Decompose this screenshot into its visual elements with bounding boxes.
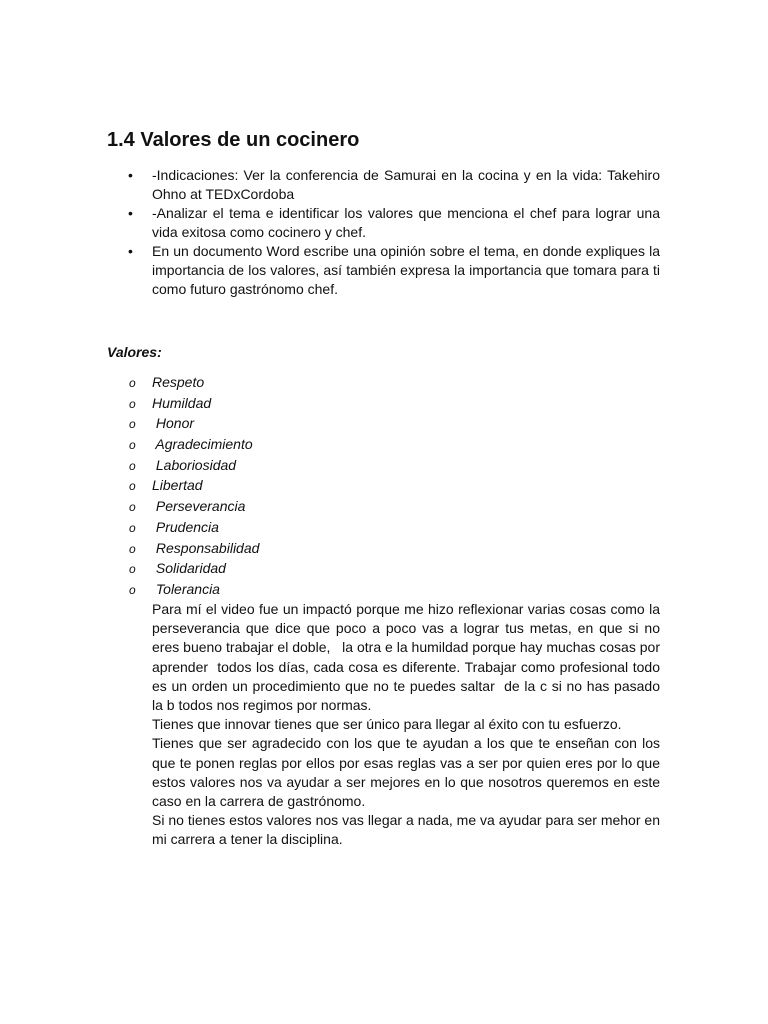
circle-bullet-icon: o bbox=[129, 541, 136, 556]
value-text: Laboriosidad bbox=[152, 456, 237, 473]
bullet-icon: • bbox=[128, 205, 133, 221]
list-item bbox=[107, 475, 259, 496]
circle-bullet-icon: o bbox=[129, 582, 136, 597]
opinion-text bbox=[152, 600, 664, 850]
list-item bbox=[107, 413, 259, 434]
circle-bullet-icon: o bbox=[129, 438, 136, 453]
list-item bbox=[107, 517, 259, 538]
list-item bbox=[107, 558, 259, 579]
bullet-icon: • bbox=[128, 167, 133, 183]
list-item bbox=[107, 434, 259, 455]
instruction-text: -Indicaciones: Ver la conferencia de Samurai en la cocina y en la vida: Takehiro Ohno at TEDxCordoba bbox=[152, 167, 660, 202]
list-item bbox=[107, 372, 259, 393]
opinion-paragraph: Tienes que ser agradecido con los que te ayudan a los que te enseñan con los que te ponen reglas por ellos por esas reglas vas a ser por quien eres por lo que estos valores nos va ayudar a ser mejores en lo que nosotros queremos en este caso en la carrera de gastrónomo. bbox=[152, 735, 664, 810]
circle-bullet-icon: o bbox=[129, 376, 136, 390]
opinion-paragraph: Para mí el video fue un impactó porque me hizo reflexionar varias cosas como la perseverancia que dice que poco a poco vas a lograr tus metas, en que si no eres bueno trabajar el doble, la otra e la humildad porque hay muchas cosas por aprender todos los días, cada cosa es diferente. Trabajar como profesional todo es un orden un procedimiento que no te puedes saltar de la c si no has pasado la b todos nos regimos por normas. bbox=[152, 601, 664, 714]
page-title: 1.4 Valores de un cocinero bbox=[107, 129, 360, 151]
circle-bullet-icon: o bbox=[129, 458, 136, 473]
value-text: Respeto bbox=[152, 374, 205, 390]
circle-bullet-icon: o bbox=[129, 479, 136, 494]
value-text: Agradecimiento bbox=[152, 436, 253, 453]
opinion-paragraph: Tienes que innovar tienes que ser único para llegar al éxito con tu esfuerzo. bbox=[152, 716, 622, 733]
values-heading: Valores: bbox=[107, 344, 162, 360]
circle-bullet-icon: o bbox=[129, 396, 136, 411]
circle-bullet-icon: o bbox=[129, 562, 136, 577]
instructions-list bbox=[107, 166, 660, 299]
value-text: Libertad bbox=[152, 477, 203, 494]
value-text: Tolerancia bbox=[152, 580, 220, 597]
list-item bbox=[107, 393, 259, 414]
value-text: Responsabilidad bbox=[152, 539, 260, 556]
value-text: Prudencia bbox=[152, 518, 219, 535]
value-text: Solidaridad bbox=[152, 560, 226, 577]
value-text: Honor bbox=[152, 415, 195, 432]
bullet-icon: • bbox=[128, 243, 133, 259]
list-item bbox=[107, 538, 259, 559]
circle-bullet-icon: o bbox=[129, 417, 136, 432]
list-item bbox=[107, 242, 660, 299]
values-list bbox=[107, 372, 259, 600]
value-text: Humildad bbox=[152, 394, 212, 411]
circle-bullet-icon: o bbox=[129, 500, 136, 515]
list-item bbox=[107, 204, 660, 242]
opinion-paragraph: Si no tienes estos valores nos vas llegar a nada, me va ayudar para ser mehor en mi carrera a tener la disciplina. bbox=[152, 812, 664, 848]
circle-bullet-icon: o bbox=[129, 520, 136, 535]
instruction-text: -Analizar el tema e identificar los valores que menciona el chef para lograr una vida exitosa como cocinero y chef. bbox=[152, 205, 660, 240]
list-item bbox=[107, 496, 259, 517]
list-item bbox=[107, 166, 660, 204]
value-text: Perseverancia bbox=[152, 498, 246, 515]
list-item bbox=[107, 455, 259, 476]
list-item bbox=[107, 579, 259, 600]
instruction-text: En un documento Word escribe una opinión sobre el tema, en donde expliques la importancia de los valores, así también expresa la importancia que tomara para ti como futuro gastrónomo chef. bbox=[152, 243, 660, 297]
